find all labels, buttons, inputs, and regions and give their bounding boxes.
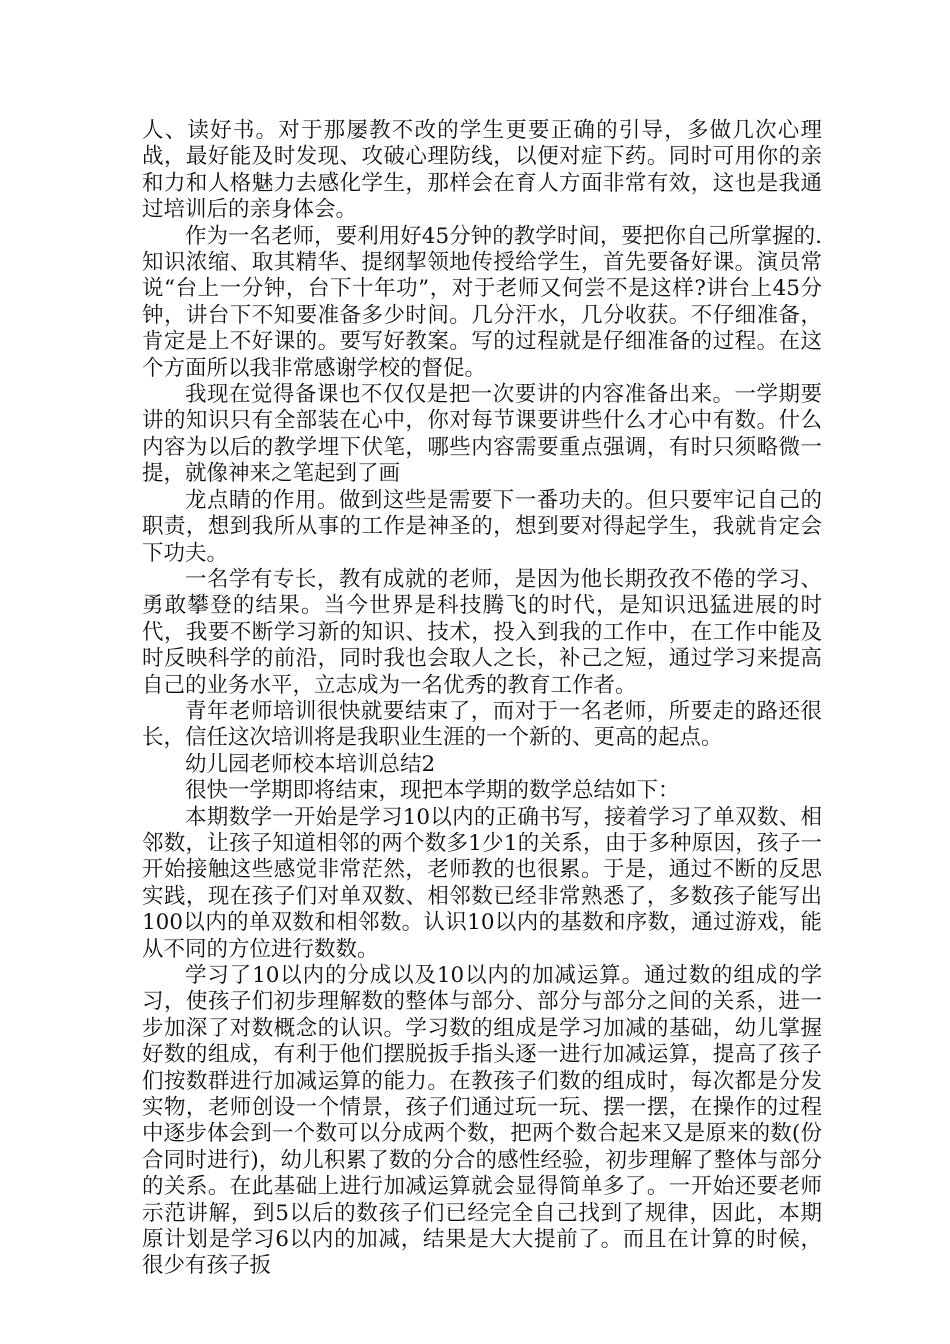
paragraph-4: 龙点睛的作用。做到这些是需要下一番功夫的。但只要牢记自己的职责，想到我所从事的工作是神圣的，想到要对得起学生，我就肯定会下功夫。 (142, 487, 822, 566)
paragraph-9: 本期数学一开始是学习10以内的正确书写，接着学习了单双数、相邻数，让孩子知道相邻的两个数多1少1的关系，由于多种原因，孩子一开始接触这些感觉非常茫然，老师教的也很累。于是，通过不断的反思实践，现在孩子们对单双数、相邻数已经非常熟悉了，多数孩子能写出100以内的单双数和相邻数。认识10以内的基数和序数，通过游戏，能从不同的方位进行数数。 (142, 804, 822, 962)
paragraph-8: 很快一学期即将结束，现把本学期的数学总结如下： (185, 778, 680, 804)
paragraph-1: 人、读好书。对于那屡教不改的学生更要正确的引导，多做几次心理战，最好能及时发现、攻破心理防线，以便对症下药。同时可用你的亲和力和人格魅力去感化学生，那样会在育人方面非常有效，这也是我通过培训后的亲身体会。 (142, 118, 822, 223)
document-page (142, 118, 822, 1280)
paragraph-10: 学习了10以内的分成以及10以内的加减运算。通过数的组成的学习，使孩子们初步理解数的整体与部分、部分与部分之间的关系，进一步加深了对数概念的认识。学习数的组成是学习加减的基础，幼儿掌握好数的组成，有利于他们摆脱扳手指头逐一进行加减运算，提高了孩子们按数群进行加减运算的能力。在教孩子们数的组成时，每次都是分发实物，老师创设一个情景，孩子们通过玩一玩、摆一摆，在操作的过程中逐步体会到一个数可以分成两个数，把两个数合起来又是原来的数(份合同时进行)，幼儿积累了数的分合的感性经验，初步理解了整体与部分的关系。在此基础上进行加减运算就会显得简单多了。一开始还要老师示范讲解，到5以后的数孩子们已经完全自己找到了规律，因此，本期原计划是学习6以内的加减，结果是大大提前了。而且在计算的时候，很少有孩子扳 (142, 963, 822, 1279)
paragraph-2: 作为一名老师，要利用好45分钟的教学时间，要把你自己所掌握的.知识浓缩、取其精华、提纲挈领地传授给学生，首先要备好课。演员常说“台上一分钟，台下十年功”，对于老师又何尝不是这样?讲台上45分钟，讲台下不知要准备多少时间。几分汗水，几分收获。不仔细准备，肯定是上不好课的。要写好教案。写的过程就是仔细准备的过程。在这个方面所以我非常感谢学校的督促。 (142, 223, 822, 381)
section-heading: 幼儿园老师校本培训总结2 (185, 751, 436, 777)
paragraph-5: 一名学有专长，教有成就的老师，是因为他长期孜孜不倦的学习、勇敢攀登的结果。当今世界是科技腾飞的时代，是知识迅猛进展的时代，我要不断学习新的知识、技术，投入到我的工作中，在工作中能及时反映科学的前沿，同时我也会取人之长，补己之短，通过学习来提高自己的业务水平，立志成为一名优秀的教育工作者。 (142, 566, 822, 698)
paragraph-3: 我现在觉得备课也不仅仅是把一次要讲的内容准备出来。一学期要讲的知识只有全部装在心中，你对每节课要讲些什么才心中有数。什么内容为以后的教学埋下伏笔，哪些内容需要重点强调，有时只须略微一提，就像神来之笔起到了画 (142, 382, 822, 487)
paragraph-6: 青年老师培训很快就要结束了，而对于一名老师，所要走的路还很长，信任这次培训将是我职业生涯的一个新的、更高的起点。 (142, 698, 822, 751)
